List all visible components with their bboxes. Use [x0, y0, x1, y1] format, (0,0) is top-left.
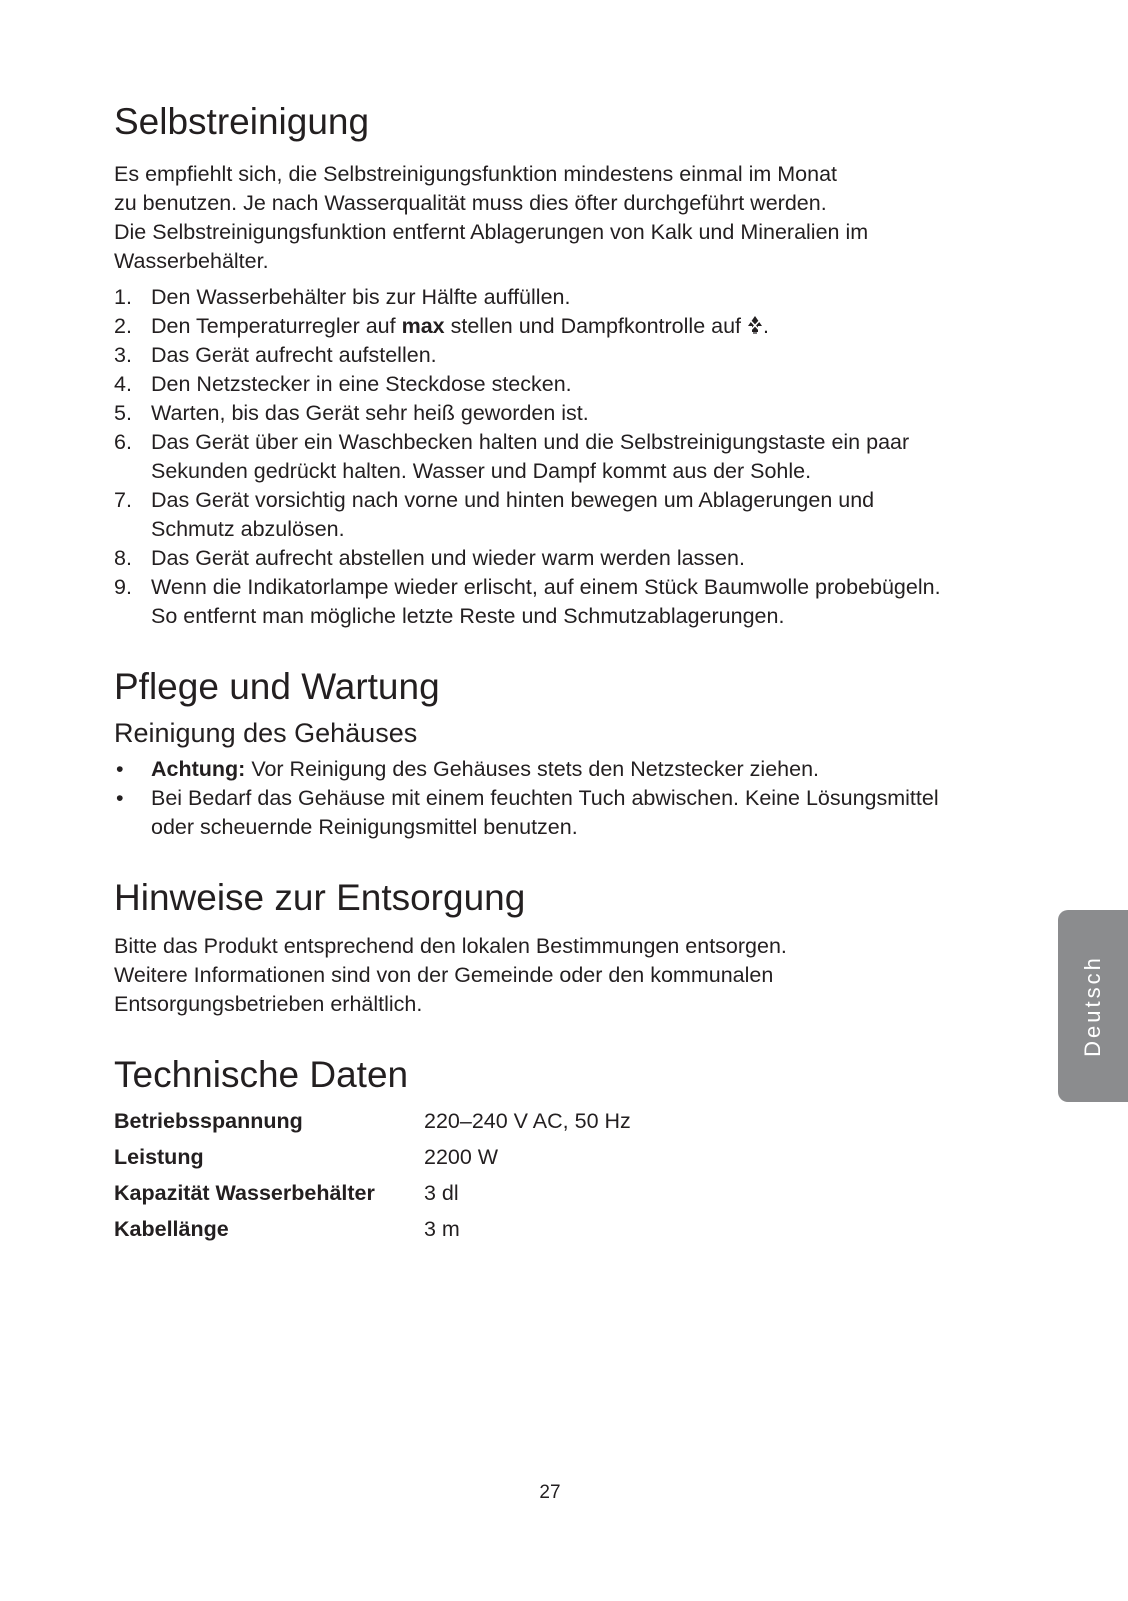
subsection-title-reinigung: Reinigung des Gehäuses: [114, 718, 418, 748]
step-item: 8. Das Gerät aufrecht abstellen und wieder warm werden lassen.: [114, 546, 745, 570]
selbstreinigung-intro: Es empfiehlt sich, die Selbstreinigungsfunktion mindestens einmal im Monat zu benutzen. Je nach Wasserqualität muss dies öfter durchgeführt werden. Die Selbstreinigungsfunktion entfernt Ablagerungen von Kalk und Mineralien im Wasserbehälter.: [114, 162, 869, 273]
page-content: [114, 100, 1014, 1253]
no-steam-icon: [747, 314, 763, 334]
table-row: Betriebsspannung 220–240 V AC, 50 Hz: [114, 1109, 631, 1133]
table-row: Leistung 2200 W: [114, 1145, 499, 1169]
step-item: 2. Den Temperaturregler auf max stellen und Dampfkontrolle auf .: [114, 314, 769, 338]
page-number: 27: [539, 1482, 561, 1503]
step-item: 4. Den Netzstecker in eine Steckdose stecken.: [114, 372, 572, 396]
selbstreinigung-steps: [114, 283, 1014, 631]
bullet-item: • Achtung: Vor Reinigung des Gehäuses stets den Netzstecker ziehen.: [116, 757, 820, 781]
section-title-technische-daten: Technische Daten: [114, 1054, 409, 1095]
step-item: 5. Warten, bis das Gerät sehr heiß geworden ist.: [114, 401, 589, 425]
bullet-item: • Bei Bedarf das Gehäuse mit einem feuchten Tuch abwischen. Keine Lösungsmittel oder scheuernde Reinigungsmittel benutzen.: [116, 786, 939, 839]
language-tab: [1058, 910, 1128, 1102]
section-title-selbstreinigung: Selbstreinigung: [114, 101, 370, 142]
step-item: 3. Das Gerät aufrecht aufstellen.: [114, 343, 437, 367]
step-item: 7. Das Gerät vorsichtig nach vorne und hinten bewegen um Ablagerungen und Schmutz abzulösen.: [114, 488, 875, 541]
step-item: 9. Wenn die Indikatorlampe wieder erlischt, auf einem Stück Baumwolle probebügeln. So entfernt man mögliche letzte Reste und Schmutzablagerungen.: [114, 575, 941, 628]
entsorgung-text: Bitte das Produkt entsprechend den lokalen Bestimmungen entsorgen. Weitere Informationen sind von der Gemeinde oder den kommunalen Entsorgungsbetrieben erhältlich.: [114, 934, 787, 1016]
table-row: Kabellänge 3 m: [114, 1217, 460, 1241]
reinigung-bullets: [114, 755, 1014, 842]
section-title-entsorgung: Hinweise zur Entsorgung: [114, 877, 526, 918]
language-tab-label: Deutsch: [1080, 955, 1105, 1057]
step-item: 1. Den Wasserbehälter bis zur Hälfte auffüllen.: [114, 285, 571, 309]
step-item: 6. Das Gerät über ein Waschbecken halten und die Selbstreinigungstaste ein paar Sekunden gedrückt halten. Wasser und Dampf kommt aus der Sohle.: [114, 430, 910, 483]
table-row: Kapazität Wasserbehälter 3 dl: [114, 1181, 459, 1205]
section-title-pflege: Pflege und Wartung: [114, 666, 440, 707]
specs-table: [114, 1109, 631, 1253]
